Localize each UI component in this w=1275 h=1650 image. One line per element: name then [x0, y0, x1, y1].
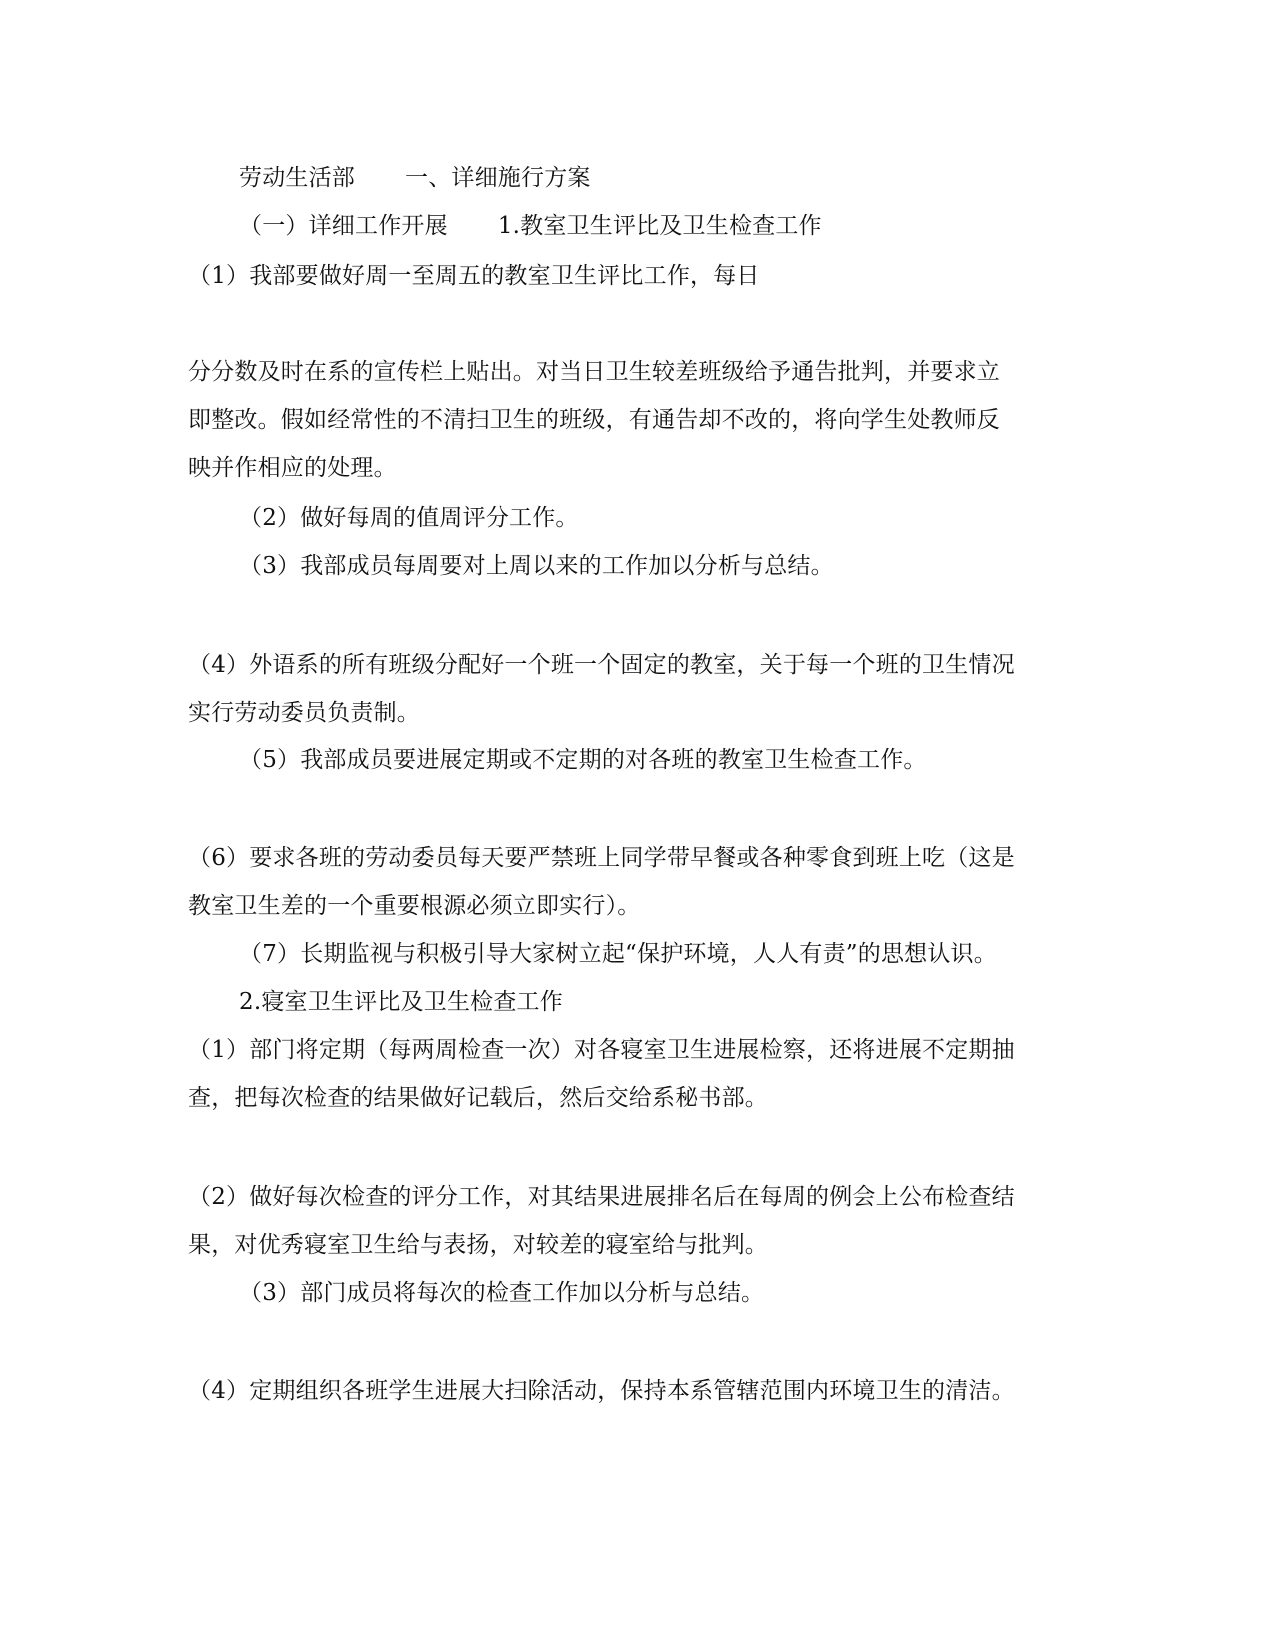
paragraph-line: （7）长期监视与积极引导大家树立起“保护环境，人人有责”的思想认识。 [239, 941, 997, 967]
paragraph-line: 即整改。假如经常性的不清扫卫生的班级，有通告却不改的，将向学生处教师反 [188, 407, 1000, 433]
paragraph-line: 教室卫生差的一个重要根源必须立即实行）。 [188, 893, 641, 919]
paragraph-line: （1）部门将定期（每两周检查一次）对各寝室卫生进展检察，还将进展不定期抽 [188, 1037, 1015, 1063]
paragraph-line: 查，把每次检查的结果做好记载后，然后交给系秘书部。 [188, 1085, 768, 1111]
department-name: 劳动生活部 [239, 165, 355, 191]
paragraph-line: （1）我部要做好周一至周五的教室卫生评比工作，每日 [188, 263, 760, 289]
paragraph-line: （3）部门成员将每次的检查工作加以分析与总结。 [239, 1280, 765, 1306]
part-title: （一）详细工作开展 [239, 213, 448, 239]
paragraph-line: 果，对优秀寝室卫生给与表扬，对较差的寝室给与批判。 [188, 1232, 768, 1258]
paragraph-line: （4）外语系的所有班级分配好一个班一个固定的教室，关于每一个班的卫生情况 [188, 652, 1015, 678]
paragraph-line: 分分数及时在系的宣传栏上贴出。对当日卫生较差班级给予通告批判，并要求立 [188, 359, 1000, 385]
paragraph-line: 映并作相应的处理。 [188, 455, 397, 481]
section-heading: 2.寝室卫生评比及卫生检查工作 [239, 989, 563, 1015]
paragraph-line: （2）做好每周的值周评分工作。 [239, 505, 579, 531]
item-title: 1.教室卫生评比及卫生检查工作 [497, 213, 822, 239]
section-title: 一、详细施行方案 [405, 165, 591, 191]
paragraph-line: （6）要求各班的劳动委员每天要严禁班上同学带早餐或各种零食到班上吃（这是 [188, 845, 1015, 871]
paragraph-line: （4）定期组织各班学生进展大扫除活动，保持本系管辖范围内环境卫生的清洁。 [188, 1378, 1015, 1404]
document-heading [239, 163, 591, 193]
document-subheading [239, 211, 822, 241]
paragraph-line: （3）我部成员每周要对上周以来的工作加以分析与总结。 [239, 553, 834, 579]
paragraph-line: （5）我部成员要进展定期或不定期的对各班的教室卫生检查工作。 [239, 747, 927, 773]
paragraph-line: 实行劳动委员负责制。 [188, 700, 420, 726]
paragraph-line: （2）做好每次检查的评分工作，对其结果进展排名后在每周的例会上公布检查结 [188, 1184, 1015, 1210]
